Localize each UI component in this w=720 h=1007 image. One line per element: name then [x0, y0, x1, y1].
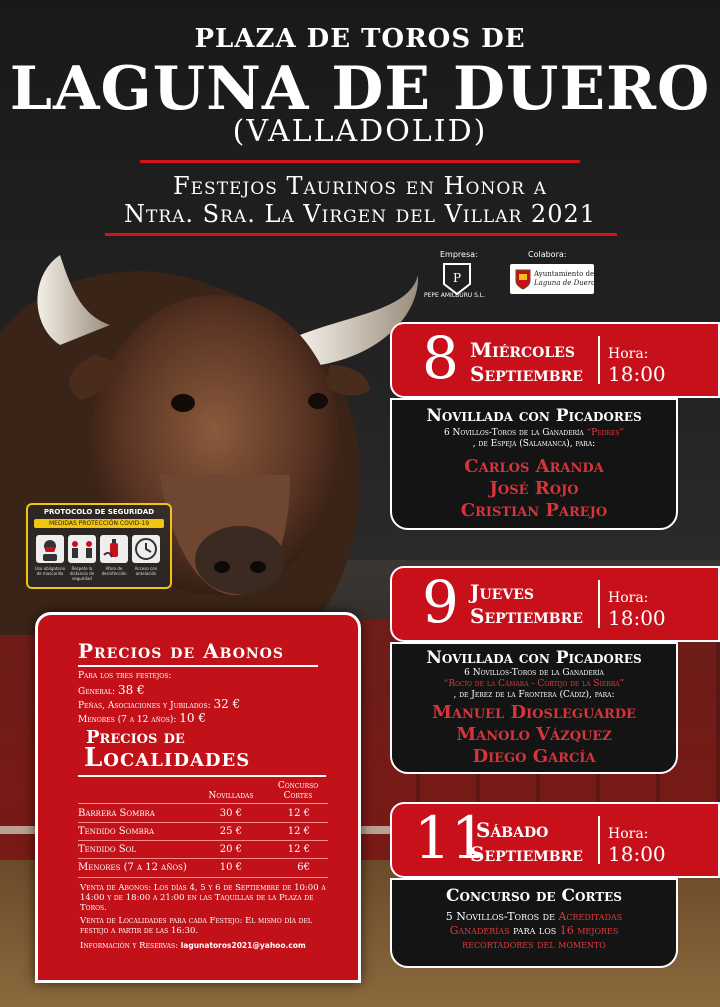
event-2-desc-a: 6 Novillos-Toros de la Ganadería	[464, 668, 604, 678]
event-2-day-number: 9	[422, 568, 459, 636]
event-1-hora: 18:00	[608, 362, 666, 386]
event-3-hora: 18:00	[608, 842, 666, 866]
ayuntamiento-name	[534, 270, 595, 288]
event-3-ganaderias: Ganaderías	[449, 924, 510, 937]
price-table-rule-4	[78, 877, 328, 878]
localidades-title-2: Localidades	[84, 743, 251, 773]
header-divider-1	[140, 160, 580, 163]
menores-value: 10 €	[179, 711, 206, 725]
price-table-rule-3	[78, 858, 328, 859]
col-novilladas: Novilladas	[208, 791, 254, 801]
event-1-weekday: Miércoles	[470, 338, 575, 362]
event-1-hora-label: Hora:	[608, 346, 649, 362]
row-3-label: Tendido Sol	[78, 844, 137, 855]
event-1-novillero-1: Carlos Aranda	[464, 456, 604, 477]
localidades-divider	[78, 775, 326, 777]
venta-localidades-note: Venta de Localidades para cada Festejo: El mismo día del festejo a partir de las 16:30.	[80, 916, 312, 936]
empresa-label: Empresa:	[440, 250, 478, 259]
row-3-novilladas: 20 €	[219, 844, 242, 855]
event-1-novillero-3: Cristian Parejo	[460, 500, 608, 521]
event-3-desc-a: 5 Novillos-Toros de	[445, 910, 559, 923]
contact-email[interactable]: lagunatoros2021@yahoo.com	[180, 941, 306, 950]
event-2-novillero-1: Manuel Diosleguarde	[431, 702, 637, 723]
row-4-concurso: 6€	[297, 862, 310, 873]
event-1-month: Septiembre	[470, 362, 583, 386]
event-3-month: Septiembre	[470, 842, 583, 866]
ayuntamiento-name-1: Ayuntamiento de	[534, 270, 595, 278]
event-3-day-number: 11	[414, 804, 488, 872]
event-1-header	[390, 322, 720, 398]
event-1-description	[392, 428, 676, 450]
event-1-day-number: 8	[422, 324, 459, 392]
event-2-desc-b: , de Jerez de la Frontera (Cádiz), para:	[453, 690, 615, 700]
covid-protocol-badge	[26, 503, 172, 589]
event-2-names	[392, 702, 676, 768]
row-4-label: Menores (7 a 12 años)	[78, 862, 187, 873]
price-panel	[35, 612, 361, 983]
event-2-ganaderia: “Rocío de la Cámara - Cortijo de la Sierra”	[443, 679, 625, 689]
header-title: LAGUNA DE DUERO	[9, 54, 711, 124]
localidades-title-1: Precios de	[86, 727, 185, 748]
event-2-body	[390, 642, 678, 774]
event-3-description	[392, 910, 676, 952]
abonos-menores	[78, 711, 206, 725]
event-1-body	[390, 398, 678, 530]
event-1-desc-a: 6 Novillos-Toros de la Ganadería	[443, 428, 587, 438]
hand-sanitizer-icon	[100, 535, 128, 563]
festejos-line-2: Ntra. Sra. La Virgen del Villar 2021	[124, 200, 596, 228]
event-1-separator	[598, 336, 600, 384]
menores-label: Menores (7 a 12 años):	[78, 715, 177, 725]
info-label: Información y Reservas:	[80, 941, 178, 951]
abonos-penas	[78, 697, 240, 711]
protocol-caption-3: Aforo de desinfección	[101, 566, 127, 576]
protocol-caption-1: Uso obligatorio de mascarilla	[34, 566, 66, 576]
event-1-names	[392, 456, 676, 522]
ayuntamiento-name-2: Laguna de Duero	[534, 279, 596, 287]
row-2-label: Tendido Sombra	[78, 826, 155, 837]
event-3-mejores: 16 mejores	[559, 924, 619, 937]
mask-icon	[36, 535, 64, 563]
row-4-novilladas: 10 €	[219, 862, 242, 873]
col-concurso	[266, 781, 330, 801]
protocol-title: PROTOCOLO DE SEGURIDAD	[43, 508, 155, 516]
row-2-novilladas: 25 €	[219, 826, 242, 837]
row-2-concurso: 12 €	[287, 826, 310, 837]
venta-abonos-note: Venta de Abonos: Los días 4, 5 y 6 de Septiembre de 10:00 a 14:00 y de 18:00 a 21:00 en las Taquillas de la Plaza de Toros.	[80, 883, 326, 913]
protocol-caption-2: Respete la distancia de seguridad	[69, 566, 95, 581]
event-2-hora: 18:00	[608, 606, 666, 630]
event-2-title: Novillada con Picadores	[426, 648, 642, 668]
col-concurso-a: Concurso	[277, 781, 319, 791]
info-reservas	[80, 941, 338, 951]
event-3-weekday: Sábado	[476, 818, 549, 842]
event-2-weekday: Jueves	[470, 580, 534, 604]
header-line-1: PLAZA DE TOROS DE	[194, 24, 526, 54]
event-3-body	[390, 878, 678, 968]
row-1-label: Barrera Sombra	[78, 808, 155, 819]
event-3-recortadores: recortadores del momento	[462, 938, 606, 951]
event-2-novillero-2: Manolo Vázquez	[456, 724, 612, 745]
coat-of-arms-icon	[514, 268, 532, 290]
empresa-name: PEPE AMILBURU S.L.	[424, 292, 486, 299]
row-3-concurso: 12 €	[287, 844, 310, 855]
event-3-title: Concurso de Cortes	[446, 886, 622, 906]
colabora-label: Colabora:	[528, 250, 567, 259]
row-1-novilladas: 30 €	[219, 808, 242, 819]
price-table-rule-0	[78, 803, 328, 804]
abonos-intro: Para los tres festejos:	[78, 671, 172, 681]
penas-value: 32 €	[213, 697, 241, 711]
event-1-novillero-2: José Rojo	[489, 478, 579, 499]
event-2-month: Septiembre	[470, 604, 583, 628]
event-2-description	[392, 668, 676, 701]
col-concurso-b: Cortes	[283, 791, 313, 801]
svg-text:P: P	[452, 271, 462, 285]
row-1-concurso: 12 €	[287, 808, 310, 819]
festejos-line-1: Festejos Taurinos en Honor a	[173, 172, 547, 200]
abonos-title: Precios de Abonos	[78, 639, 284, 663]
event-2-separator	[598, 580, 600, 628]
event-2-novillero-3: Diego García	[472, 746, 596, 767]
price-table-rule-1	[78, 822, 328, 823]
event-3-acreditadas: Acreditadas	[558, 910, 623, 923]
header-divider-2	[105, 233, 617, 236]
event-2-hora-label: Hora:	[608, 590, 649, 606]
abonos-divider	[78, 665, 318, 667]
event-3-separator	[598, 816, 600, 864]
header-region: (VALLADOLID)	[232, 114, 488, 149]
clock-icon	[132, 535, 160, 563]
general-value: 38 €	[117, 683, 145, 697]
event-3-header	[390, 802, 720, 878]
event-3-desc-b: para los	[509, 924, 560, 937]
general-label: General:	[78, 687, 116, 697]
event-2-header	[390, 566, 720, 642]
price-table-rule-2	[78, 840, 328, 841]
protocol-subtitle: MEDIDAS PROTECCIÓN COVID-19	[34, 519, 164, 528]
event-1-ganaderia: “Pedrés”	[586, 428, 625, 438]
abonos-general	[78, 683, 145, 697]
event-1-title: Novillada con Picadores	[426, 406, 642, 426]
event-3-hora-label: Hora:	[608, 826, 649, 842]
protocol-caption-4: Acceso con antelación	[134, 566, 158, 576]
event-1-desc-b: , de Espeja (Salamanca), para:	[472, 439, 596, 449]
distance-icon	[68, 535, 96, 563]
penas-label: Peñas, Asociaciones y Jubilados:	[78, 701, 211, 711]
